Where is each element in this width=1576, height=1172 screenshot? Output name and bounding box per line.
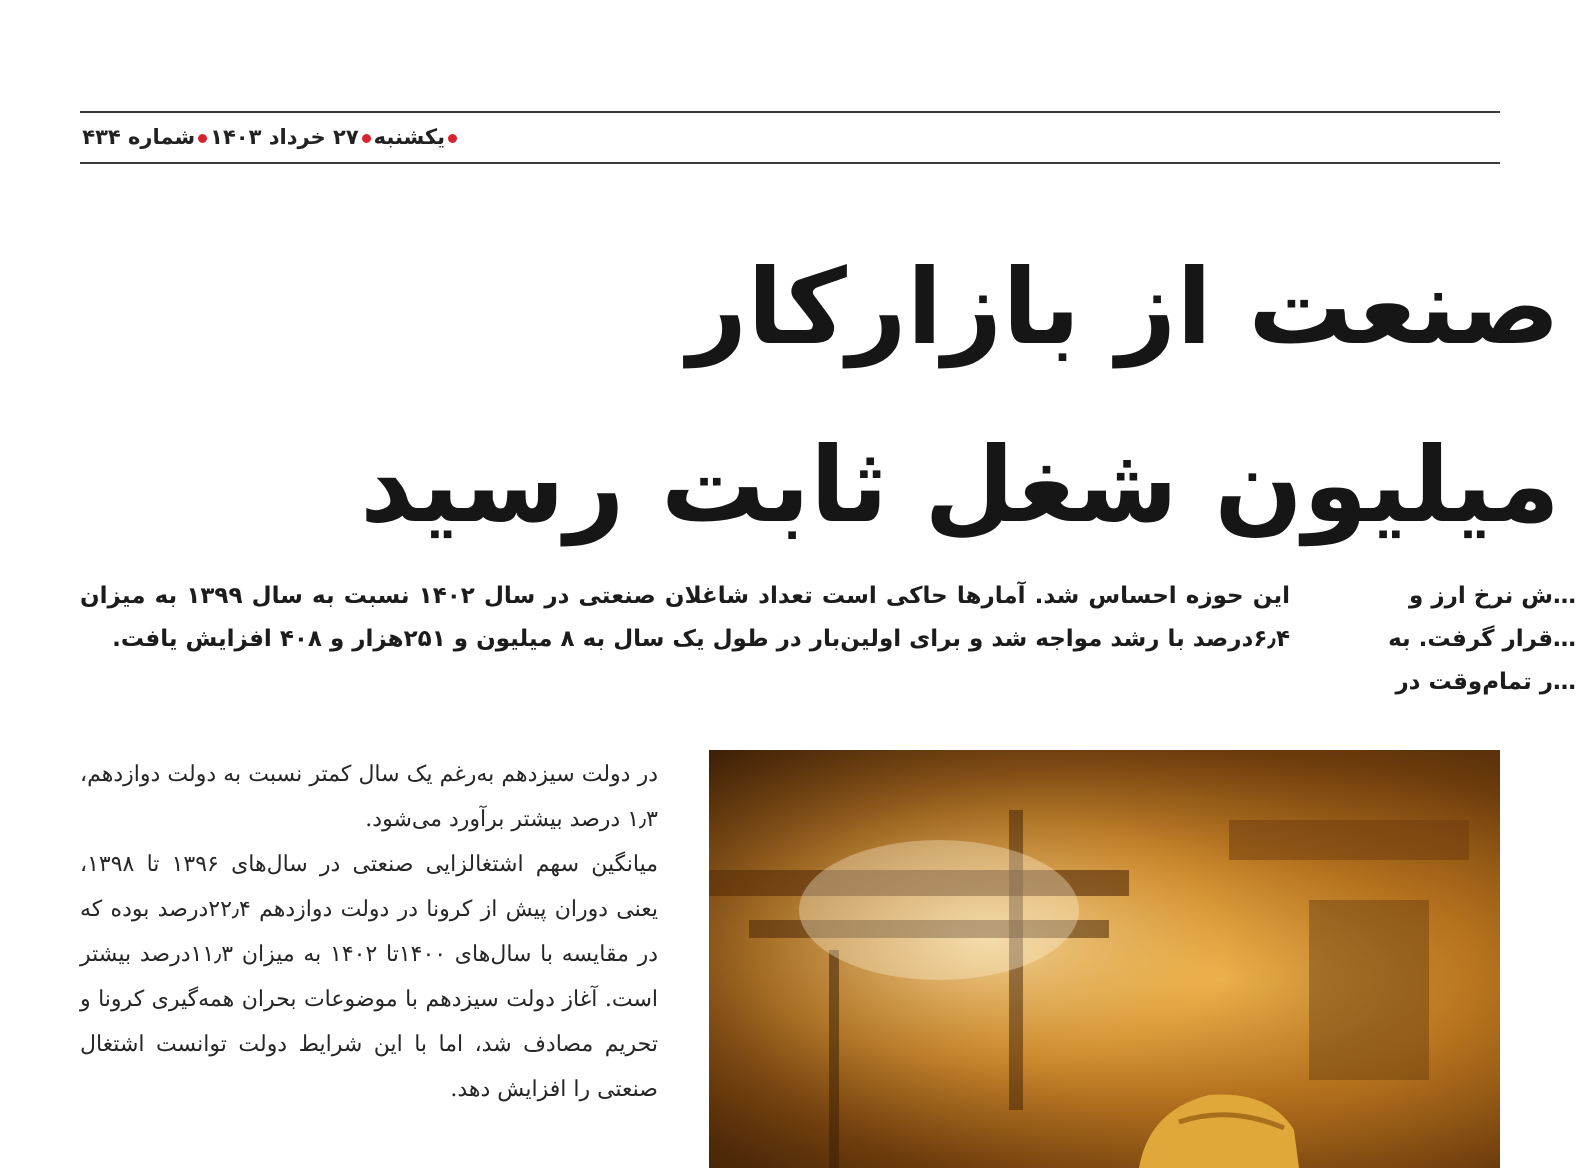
dateline-date: ۲۷ خرداد ۱۴۰۳	[210, 125, 359, 149]
body-paragraph: در دولت سیزدهم به‌رغم یک سال کمتر نسبت به دولت دوازدهم، ۱٫۳ درصد بیشتر برآورد می‌شود.	[80, 762, 658, 832]
header-bottom-rule	[80, 162, 1500, 164]
lead-side-line: …قرار گرفت. به	[1388, 626, 1576, 652]
factory-worker-photo	[709, 750, 1500, 1168]
bullet-dot-icon	[198, 134, 207, 143]
dateline	[80, 118, 460, 156]
lead-paragraph: این حوزه احساس شد. آمارها حاکی است تعداد شاغلان صنعتی در سال ۱۴۰۲ نسبت به سال ۱۳۹۹ به میزان ۶٫۴درصد با رشد مواجه شد و برای اولین‌بار در طول یک سال به ۸ میلیون و ۲۵۱هزار و ۴۰۸ افزایش یافت.	[80, 583, 1290, 652]
headline-line-1: صنعت از بازارکار	[687, 246, 1560, 368]
factory-photo-illustration	[709, 750, 1500, 1168]
lead-side-line: …ش نرخ ارز و	[1409, 583, 1576, 609]
body-paragraph: میانگین سهم اشتغالزایی صنعتی در سال‌های ۱۳۹۶ تا ۱۳۹۸، یعنی دوران پیش از کرونا در دولت دوازدهم ۲۲٫۴درصد بوده که در مقایسه با سال‌های ۱۴۰۰تا ۱۴۰۲ به میزان ۱۱٫۳درصد بیشتر است. آغاز دولت سیزدهم با موضوعات بحران همه‌گیری کرونا و تحریم مصادف شد، اما با این شرایط دولت توانست اشتغال صنعتی را افزایش دهد.	[80, 852, 658, 1102]
body-column	[80, 752, 658, 1112]
bullet-dot-icon	[448, 134, 457, 143]
dateline-issue: شماره ۴۳۴	[82, 125, 196, 149]
lead-side-column	[1336, 575, 1576, 704]
bullet-dot-icon	[362, 134, 371, 143]
lead-side-line: …ر تمام‌وقت در	[1395, 669, 1576, 695]
headline-line-2: میلیون شغل ثابت رسید	[359, 424, 1560, 546]
header-top-rule	[80, 111, 1500, 113]
dateline-day: یکشنبه	[373, 125, 445, 149]
